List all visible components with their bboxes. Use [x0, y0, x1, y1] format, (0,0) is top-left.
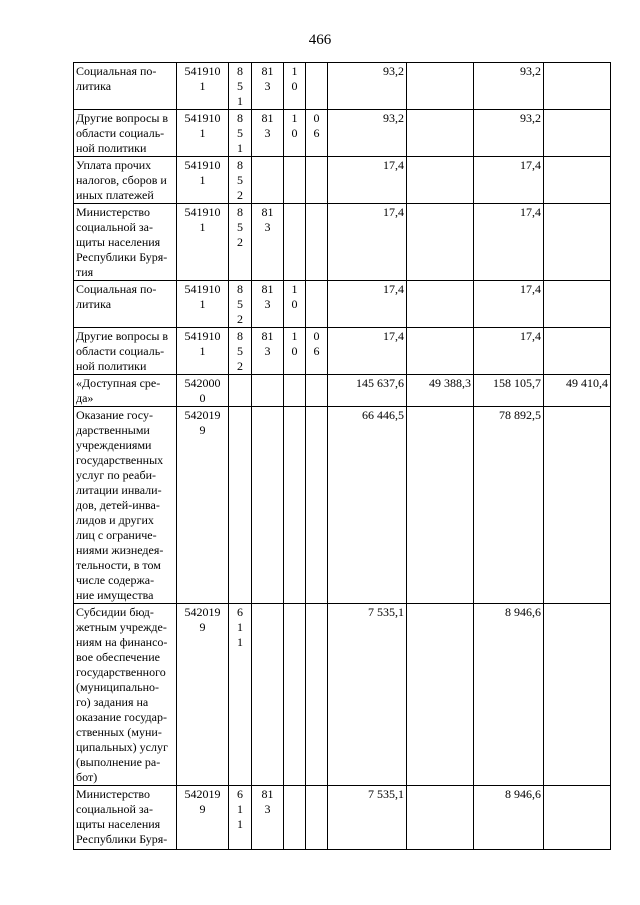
cell-pr: 0 6 — [306, 328, 328, 375]
cell-name: Социальная по- литика — [74, 63, 177, 110]
cell-vr — [229, 375, 252, 407]
cell-pr — [306, 157, 328, 204]
table-row — [74, 407, 611, 604]
cell-sum1: 93,2 — [328, 63, 407, 110]
cell-pr — [306, 407, 328, 604]
cell-rz — [284, 407, 306, 604]
table-row — [74, 110, 611, 157]
cell-csr: 541910 1 — [177, 281, 229, 328]
cell-sum2 — [407, 63, 474, 110]
table-row — [74, 375, 611, 407]
cell-sum4 — [544, 407, 611, 604]
cell-rz — [284, 157, 306, 204]
cell-grbs — [252, 407, 284, 604]
cell-pr — [306, 604, 328, 786]
cell-name: Оказание госу- дарственными учреждениями государственных услуг по реаби- литации инвали- дов, детей-инва- лидов и других лиц с ограниче- ниями жизнедея- тельности, в том числе содержа- ние имущества — [74, 407, 177, 604]
cell-name: Другие вопросы в области социаль- ной политики — [74, 328, 177, 375]
cell-rz: 1 0 — [284, 63, 306, 110]
cell-sum4 — [544, 604, 611, 786]
cell-sum2 — [407, 204, 474, 281]
cell-pr — [306, 204, 328, 281]
cell-vr: 6 1 1 — [229, 786, 252, 850]
cell-sum2 — [407, 328, 474, 375]
page-number: 466 — [308, 32, 332, 48]
cell-grbs — [252, 157, 284, 204]
cell-sum2: 49 388,3 — [407, 375, 474, 407]
cell-sum3: 17,4 — [474, 157, 544, 204]
cell-sum3: 93,2 — [474, 63, 544, 110]
cell-vr — [229, 407, 252, 604]
cell-pr — [306, 281, 328, 328]
cell-sum1: 17,4 — [328, 281, 407, 328]
cell-rz — [284, 786, 306, 850]
cell-name: Министерство социальной за- щиты населения Республики Буря- — [74, 786, 177, 850]
cell-rz: 1 0 — [284, 110, 306, 157]
cell-name: Уплата прочих налогов, сборов и иных платежей — [74, 157, 177, 204]
cell-sum3: 93,2 — [474, 110, 544, 157]
cell-rz: 1 0 — [284, 328, 306, 375]
cell-grbs — [252, 375, 284, 407]
cell-name: Министерство социальной за- щиты населения Республики Буря- тия — [74, 204, 177, 281]
cell-csr: 542019 9 — [177, 604, 229, 786]
cell-sum4 — [544, 786, 611, 850]
cell-sum2 — [407, 110, 474, 157]
cell-grbs: 81 3 — [252, 281, 284, 328]
cell-sum2 — [407, 786, 474, 850]
cell-grbs: 81 3 — [252, 328, 284, 375]
cell-sum3: 8 946,6 — [474, 786, 544, 850]
cell-sum1: 7 535,1 — [328, 786, 407, 850]
cell-sum4: 49 410,4 — [544, 375, 611, 407]
cell-sum1: 17,4 — [328, 328, 407, 375]
cell-pr — [306, 63, 328, 110]
table-row — [74, 604, 611, 786]
cell-sum3: 158 105,7 — [474, 375, 544, 407]
cell-vr: 8 5 2 — [229, 204, 252, 281]
cell-name: Другие вопросы в области социаль- ной политики — [74, 110, 177, 157]
cell-csr: 541910 1 — [177, 204, 229, 281]
cell-csr: 542000 0 — [177, 375, 229, 407]
cell-sum3: 78 892,5 — [474, 407, 544, 604]
cell-sum3: 17,4 — [474, 328, 544, 375]
table-row — [74, 786, 611, 850]
table-row — [74, 157, 611, 204]
cell-name: Субсидии бюд- жетным учрежде- ниям на финансо- вое обеспечение государственного (муниципально- го) задания на оказание государ- ственных (муни- ципальных) услуг (выполнение ра- бот) — [74, 604, 177, 786]
cell-sum1: 145 637,6 — [328, 375, 407, 407]
cell-sum4 — [544, 110, 611, 157]
budget-table — [73, 62, 611, 850]
cell-rz — [284, 204, 306, 281]
cell-sum2 — [407, 157, 474, 204]
cell-grbs: 81 3 — [252, 786, 284, 850]
cell-vr: 6 1 1 — [229, 604, 252, 786]
cell-rz — [284, 375, 306, 407]
table-row — [74, 328, 611, 375]
cell-name: Социальная по- литика — [74, 281, 177, 328]
cell-sum2 — [407, 407, 474, 604]
cell-rz: 1 0 — [284, 281, 306, 328]
cell-sum4 — [544, 204, 611, 281]
cell-csr: 541910 1 — [177, 63, 229, 110]
cell-sum3: 17,4 — [474, 204, 544, 281]
cell-sum1: 17,4 — [328, 157, 407, 204]
cell-pr — [306, 375, 328, 407]
cell-csr: 541910 1 — [177, 157, 229, 204]
cell-csr: 542019 9 — [177, 407, 229, 604]
cell-grbs: 81 3 — [252, 110, 284, 157]
cell-csr: 542019 9 — [177, 786, 229, 850]
cell-grbs: 81 3 — [252, 204, 284, 281]
cell-grbs — [252, 604, 284, 786]
cell-csr: 541910 1 — [177, 110, 229, 157]
cell-rz — [284, 604, 306, 786]
cell-vr: 8 5 2 — [229, 157, 252, 204]
cell-sum1: 17,4 — [328, 204, 407, 281]
table-row — [74, 281, 611, 328]
cell-sum2 — [407, 604, 474, 786]
table-row — [74, 204, 611, 281]
cell-vr: 8 5 2 — [229, 281, 252, 328]
cell-pr — [306, 786, 328, 850]
table-body — [74, 63, 611, 850]
cell-vr: 8 5 2 — [229, 328, 252, 375]
cell-sum4 — [544, 281, 611, 328]
cell-sum2 — [407, 281, 474, 328]
cell-vr: 8 5 1 — [229, 63, 252, 110]
cell-grbs: 81 3 — [252, 63, 284, 110]
cell-sum3: 8 946,6 — [474, 604, 544, 786]
cell-sum4 — [544, 328, 611, 375]
cell-sum3: 17,4 — [474, 281, 544, 328]
cell-sum1: 66 446,5 — [328, 407, 407, 604]
cell-vr: 8 5 1 — [229, 110, 252, 157]
cell-sum1: 7 535,1 — [328, 604, 407, 786]
cell-sum4 — [544, 63, 611, 110]
cell-csr: 541910 1 — [177, 328, 229, 375]
cell-name: «Доступная сре- да» — [74, 375, 177, 407]
table-row — [74, 63, 611, 110]
cell-sum4 — [544, 157, 611, 204]
cell-sum1: 93,2 — [328, 110, 407, 157]
cell-pr: 0 6 — [306, 110, 328, 157]
